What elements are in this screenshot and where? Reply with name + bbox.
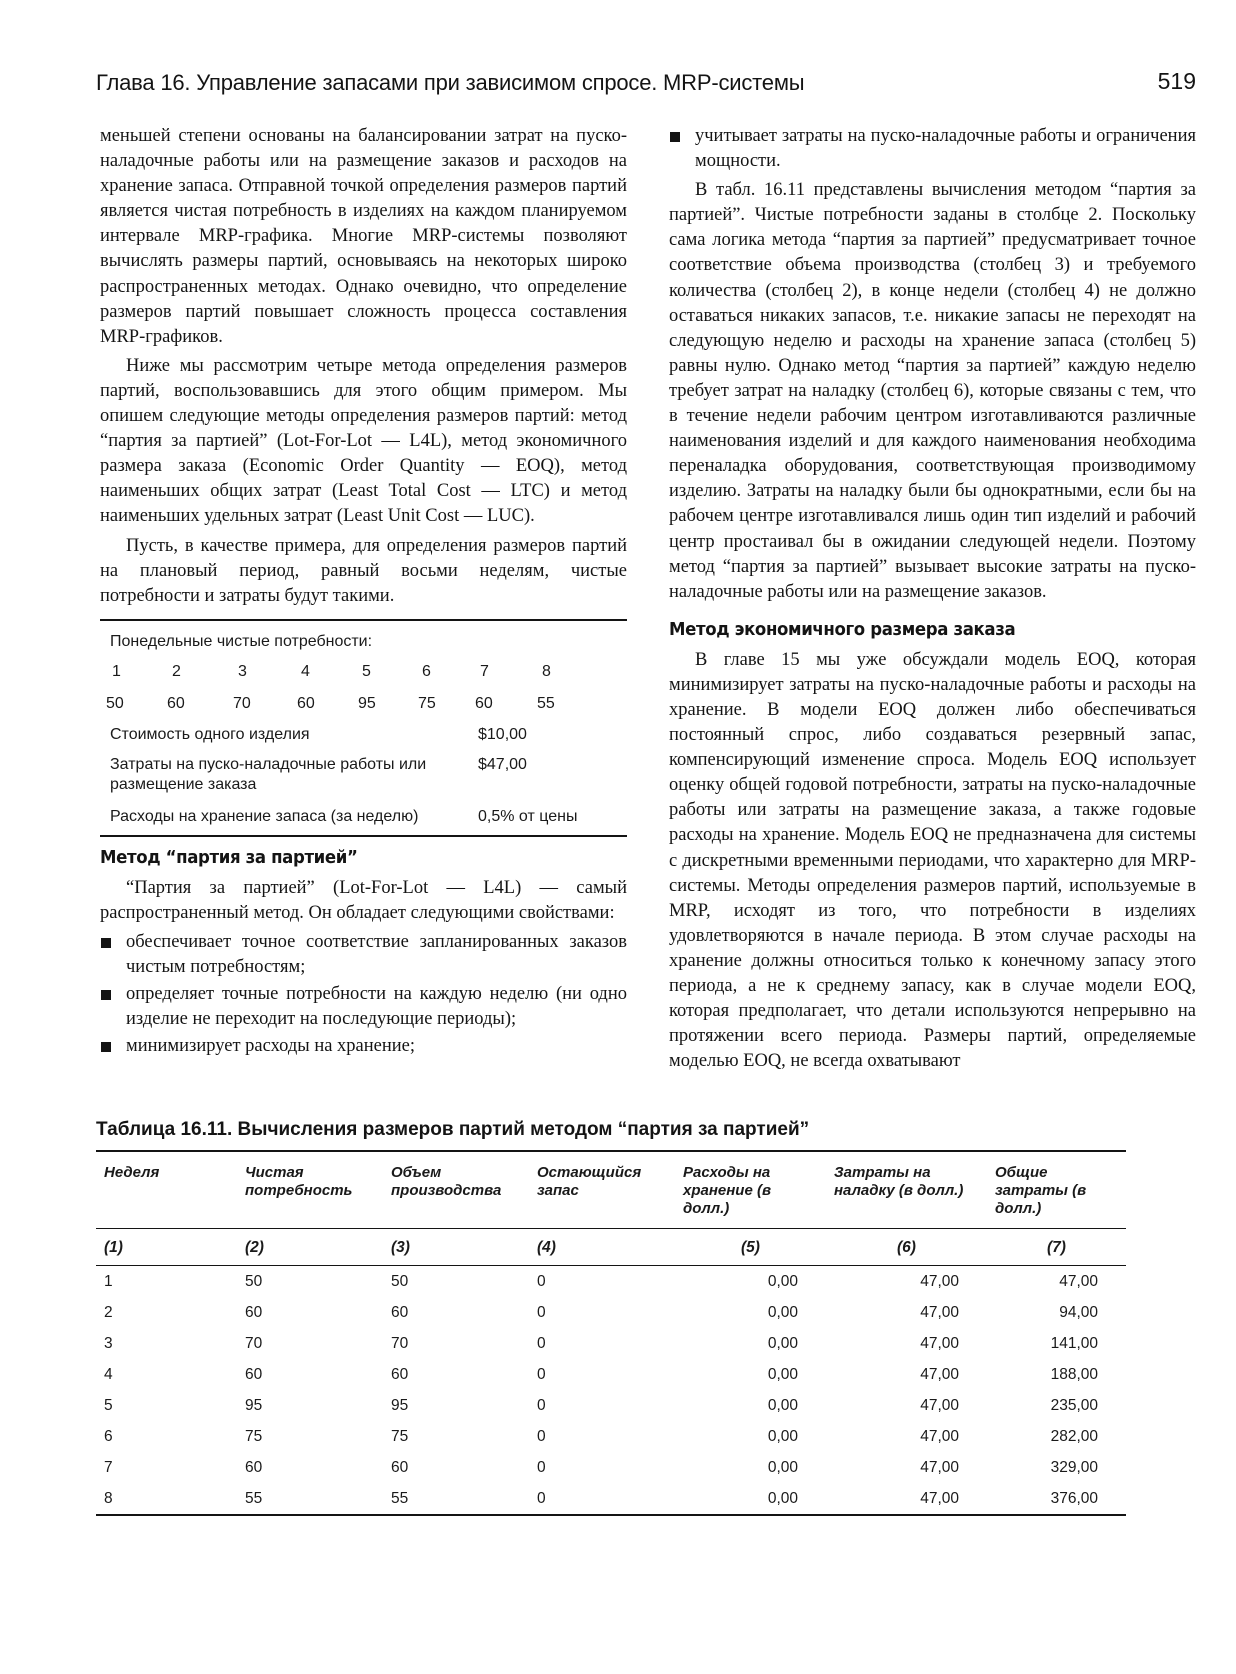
column-header: Объем производства [383,1151,529,1229]
requirement-value: 60 [297,694,315,712]
param-value: $10,00 [478,725,527,743]
table-cell: 60 [245,1459,263,1476]
running-header [96,64,1196,104]
table-row [96,1483,1126,1515]
column-number-row [96,1229,1126,1266]
chapter-title: Глава 16. Управление запасами при зависимом спросе. MRP-системы [96,70,805,95]
table-cell: 0 [537,1490,546,1507]
list-item: учитывает затраты на пуско-наладочные работы и ограничения мощности. [669,124,1196,174]
column-number: (1) [96,1229,237,1266]
column-number: (3) [383,1229,529,1266]
table-cell: 0,00 [767,1273,798,1290]
table-cell: 47,00 [920,1304,959,1321]
week-number: 3 [238,662,247,680]
table-cell: 2 [104,1304,113,1321]
table-cell: 0 [537,1304,546,1321]
week-number: 4 [301,662,310,680]
week-number: 1 [112,662,121,680]
table-row [96,1359,1126,1390]
table-title: Таблица 16.11. Вычисления размеров партий методом “партия за партией” [96,1119,810,1140]
table-row [96,1452,1126,1483]
column-number: (6) [826,1229,987,1266]
weeks-row [100,657,627,689]
table-cell: 0,00 [767,1304,798,1321]
table-cell: 6 [104,1428,113,1445]
table-row [96,1297,1126,1328]
table-cell: 235,00 [1050,1397,1098,1414]
section-heading: Метод “партия за партией” [100,846,358,868]
column-number: (4) [529,1229,675,1266]
column-header: Затраты на наладку (в долл.) [826,1151,987,1229]
table-cell: 3 [104,1335,113,1352]
table-cell: 188,00 [1050,1366,1098,1383]
table-cell: 47,00 [920,1366,959,1383]
table-cell: 0 [537,1428,546,1445]
column-header: Остающийся запас [529,1151,675,1229]
requirement-value: 60 [167,694,185,712]
table-cell: 70 [391,1335,409,1352]
table-cell: 0,00 [767,1428,798,1445]
paragraph: Ниже мы рассмотрим четыре метода определения размеров партий, воспользовавшись для этого общим примером. Мы опишем следующие методы определения размеров партий: метод “партия за партией” (Lot-For-Lot — L4L), метод экономичного размера заказа (Economic Order Quantity — EOQ), метод наименьших общих затрат (Least Total Cost — LTC) и метод наименьших удельных затрат (Least Unit Cost — LUC). [100,355,627,527]
requirement-value: 70 [233,694,251,712]
bullet-square-icon [101,1042,111,1052]
requirement-value: 60 [475,694,493,712]
table-cell: 60 [391,1366,409,1383]
table-cell: 282,00 [1050,1428,1098,1445]
paragraph: В табл. 16.11 представлены вычисления методом “партия за партией”. Чистые потребности заданы в столбце 2. Поскольку сама логика метода “партия за партией” предусматривает точное соответствие объема производства (столбец 3) и требуемого количества (столбец 2), в конце недели (столбец 4) не должно оставаться никаких запасов, т.е. никакие запасы не переходят на следующую неделю и расходы на хранение запаса (столбец 5) равны нулю. Однако метод “партия за партией” каждую неделю требует затрат на наладку (столбец 6), которые связаны с тем, что в течение недели рабочим центром изготавливаются различные наименования изделий и для каждого наименования необходима переналадка оборудования, соответствующая производимому изделию. Затраты на наладку были бы однократными, если бы на рабочем центре изготавливался лишь один тип изделий и рабочий центр простаивал бы в ожидании следующей недели. Поэтому метод “партия за партией” вызывает высокие затраты на пуско-наладочные работы или на размещение заказов. [669,180,1196,602]
table-cell: 47,00 [920,1273,959,1290]
table-cell: 55 [245,1490,263,1507]
table-row [96,1421,1126,1452]
table-cell: 60 [245,1304,263,1321]
properties-list-continued [669,124,1196,174]
column-header: Расходы на хранение (в долл.) [675,1151,826,1229]
section-heading: Метод экономичного размера заказа [669,618,1016,640]
table-cell: 47,00 [920,1428,959,1445]
column-header: Общие затраты (в долл.) [987,1151,1126,1229]
table-cell: 5 [104,1397,113,1414]
requirement-value: 55 [537,694,555,712]
table-cell: 47,00 [1059,1273,1098,1290]
table-cell: 75 [391,1428,409,1445]
paragraph: “Партия за партией” (Lot-For-Lot — L4L) — самый распространенный метод. Он обладает следующими свойствами: [100,877,627,923]
table-cell: 95 [391,1397,409,1414]
table-cell: 0 [537,1273,546,1290]
table-cell: 0 [537,1459,546,1476]
table-cell: 376,00 [1050,1490,1098,1507]
list-item: определяет точные потребности на каждую неделю (ни одно изделие не переходит на последующие периоды); [100,982,627,1032]
table-cell: 60 [391,1304,409,1321]
table-cell: 7 [104,1459,113,1476]
param-label: Расходы на хранение запаса (за неделю) [110,807,419,825]
bullet-square-icon [670,132,680,142]
param-row [100,807,627,827]
column-number: (5) [675,1229,826,1266]
week-number: 7 [480,662,489,680]
table-cell: 95 [245,1397,263,1414]
list-item: минимизирует расходы на хранение; [100,1034,627,1059]
requirement-value: 75 [418,694,436,712]
table-cell: 47,00 [920,1397,959,1414]
paragraph: В главе 15 мы уже обсуждали модель EOQ, которая минимизирует затраты на пуско-наладочные работы и расходы на хранение. В модели EOQ должен либо обеспечиваться постоянный спрос, либо создаваться резервный запас, компенсирующий изменение спроса. Модель EOQ использует оценку общей годовой потребности, затраты на пуско-наладочные работы или затраты на размещение заказа, а также годовые расходы на хранение. Модель EOQ не предназначена для системы с дискретными временными периодами, что характерно для MRP-системы. Методы определения размеров партий, используемые в MRP, исходят из того, что потребности в изделиях удовлетворяются в начале периода. В этом случае расходы на хранение должны относиться только к конечному запасу этого периода, а не к среднему запасу, как в случае модели EOQ, которая предполагает, что детали используются непрерывно на протяжении всего периода. Размеры партий, определяемые моделью EOQ, не всегда охватывают [669,649,1196,1072]
table-cell: 0,00 [767,1335,798,1352]
table-cell: 47,00 [920,1490,959,1507]
table-cell: 75 [245,1428,263,1445]
param-value: 0,5% от цены [478,807,578,825]
param-row [100,755,627,795]
column-header: Чистая потребность [237,1151,383,1229]
lot-sizing-table [96,1150,1126,1516]
table-header-row [96,1151,1126,1229]
requirements-row [100,689,627,721]
table-cell: 50 [245,1273,263,1290]
list-item: обеспечивает точное соответствие запланированных заказов чистым потребностям; [100,930,627,980]
table-cell: 50 [391,1273,409,1290]
week-number: 6 [422,662,431,680]
table-cell: 8 [104,1490,113,1507]
table-cell: 70 [245,1335,263,1352]
table-cell: 0,00 [767,1366,798,1383]
table-cell: 0 [537,1397,546,1414]
table-cell: 329,00 [1050,1459,1098,1476]
column-number: (7) [987,1229,1126,1266]
table-cell: 47,00 [920,1459,959,1476]
param-label: Стоимость одного изделия [110,725,310,743]
page-number: 519 [1157,68,1196,94]
column-header: Неделя [96,1151,237,1229]
table-cell: 0 [537,1366,546,1383]
table-cell: 0,00 [767,1490,798,1507]
paragraph: Пусть, в качестве примера, для определения размеров партий на плановый период, равный восьми неделям, чистые потребности и затраты будут такими. [100,535,627,606]
table-cell: 141,00 [1050,1335,1098,1352]
table-cell: 94,00 [1059,1304,1098,1321]
table-cell: 0 [537,1335,546,1352]
param-value: $47,00 [478,755,527,773]
week-number: 5 [362,662,371,680]
week-number: 8 [542,662,551,680]
properties-list [100,930,627,1059]
table-cell: 60 [245,1366,263,1383]
week-number: 2 [172,662,181,680]
table-row [96,1266,1126,1298]
table-row [96,1328,1126,1359]
bullet-square-icon [101,990,111,1000]
table-cell: 1 [104,1273,113,1290]
requirement-value: 50 [106,694,124,712]
bullet-square-icon [101,938,111,948]
table-cell: 4 [104,1366,113,1383]
right-column [669,124,1196,1074]
table-cell: 47,00 [920,1335,959,1352]
table-cell: 0,00 [767,1459,798,1476]
requirement-value: 95 [358,694,376,712]
param-label: Затраты на пуско-наладочные работы или размещение заказа [110,755,427,793]
example-parameters-box [100,619,627,837]
table-cell: 55 [391,1490,409,1507]
params-caption: Понедельные чистые потребности: [110,632,373,650]
table-cell: 0,00 [767,1397,798,1414]
column-number: (2) [237,1229,383,1266]
table-cell: 60 [391,1459,409,1476]
left-column [100,124,627,1061]
paragraph: меньшей степени основаны на балансировании затрат на пуско-наладочные работы или на размещение заказов и расходов на хранение запаса. Отправной точкой определения размеров партий является чистая потребность в изделиях на каждом планируемом интервале MRP-графика. Многие MRP-системы позволяют вычислять размеры партий, основываясь на некоторых широко распространенных методах. Однако очевидно, что определение размеров партий повышает сложность процесса составления MRP-графиков. [100,126,627,347]
table-row [96,1390,1126,1421]
param-row [100,725,627,745]
